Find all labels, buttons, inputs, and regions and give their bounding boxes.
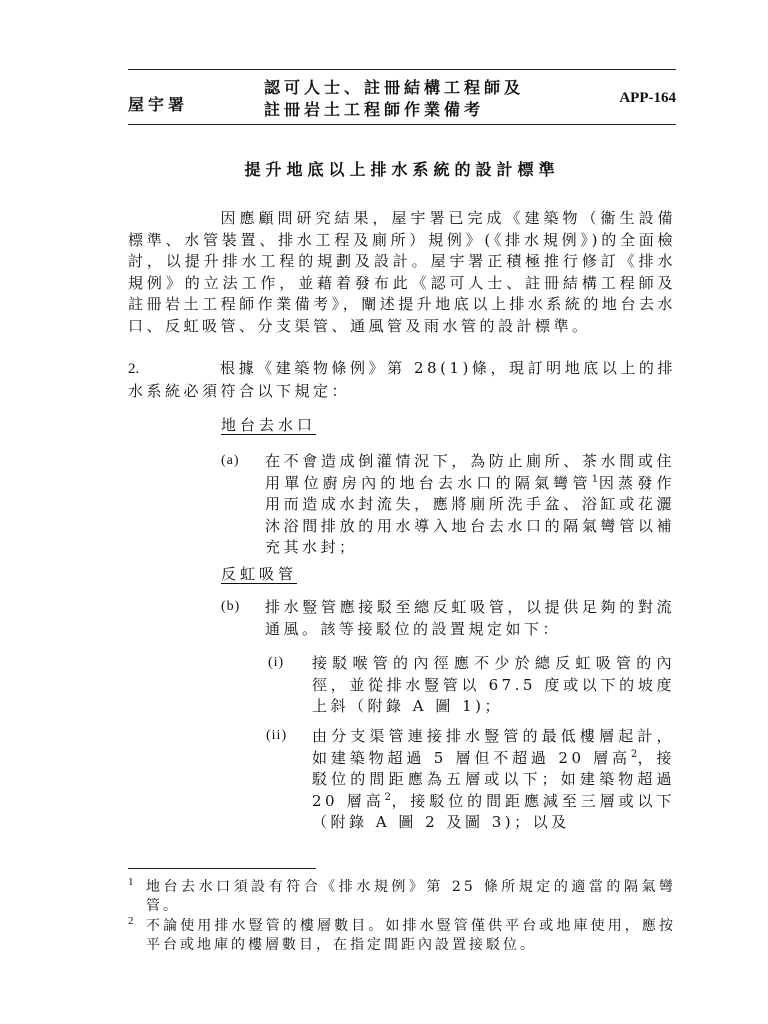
document-code: APP-164: [619, 90, 676, 106]
item-a-text: [265, 451, 675, 559]
item-a-label: (a): [221, 453, 240, 468]
footnote-1-mark: 1: [128, 876, 134, 888]
footnote-separator: [128, 868, 316, 869]
document-series-title: [264, 77, 524, 121]
item-a-text-part-1: 在不會造成倒灌情況下，為防止廁所、茶水間或住用單位廚房內的地台去水口的隔氣彎管: [265, 452, 675, 492]
footnote-ref-2a[interactable]: 2: [630, 748, 638, 760]
item-ii-label: (ii): [266, 728, 288, 743]
item-a-text-part-2: 因蒸發作用而造成水封流失，應將廁所洗手盆、浴缸或花灑沐浴間排放的用水導入地台去水口的隔氣彎管以補充其水封；: [265, 473, 675, 556]
item-ii-text-part-3: ，接駁位的間距應減至三層或以下（附錄 A 圖 2 及圖 3)；以及: [312, 791, 675, 831]
footnote-ref-1[interactable]: 1: [591, 473, 599, 485]
header-top-rule: [128, 69, 676, 70]
department-name: 屋宇署: [128, 95, 189, 114]
series-title-line-1: 認可人士、註冊結構工程師及: [264, 78, 525, 97]
item-ii-text: [312, 726, 675, 834]
item-b-text: 排水豎管應接駁至總反虹吸管，以提供足夠的對流通風。該等接駁位的設置規定如下：: [265, 598, 675, 638]
paragraph-2-number: 2.: [128, 361, 140, 377]
footnote-2-mark: 2: [128, 915, 134, 927]
footnote-ref-2b[interactable]: 2: [384, 791, 392, 803]
paragraph-2: [128, 358, 676, 402]
series-title-line-2: 註冊岩土工程師作業備考: [264, 100, 485, 119]
footnote-2-text: 不論使用排水豎管的樓層數目。如排水豎管僅供平台或地庫使用，應按平台或地庫的樓層數目，在指定間距內設置接駁位。: [146, 918, 676, 953]
footnote-1-text: 地台去水口須設有符合《排水規例》第 25 條所規定的適當的隔氣彎管。: [146, 879, 676, 914]
section-heading-floor-drain: 地台去水口: [221, 416, 317, 434]
page-title: 提升地底以上排水系統的設計標準: [244, 160, 560, 179]
paragraph-1: [128, 208, 676, 337]
item-ii-text-part-1: 由分支渠管連接排水豎管的最低樓層起計， 如建築物超過 5 層但不超過 20 層高: [312, 727, 675, 767]
item-i-text: 接駁喉管的內徑應不少於總反虹吸管的內徑，並從排水豎管以 67.5 度或以下的坡度上斜（附錄 A 圖 1)；: [312, 654, 675, 715]
paragraph-1-text: 因應顧問研究結果，屋宇署已完成《建築物（衞生設備標準、水管裝置、排水工程及廁所）規例》(《排水規例》)的全面檢討，以提升排水工程的規劃及設計。屋宇署正積極推行修訂《排水規例》的立法工作，並藉着發布此《認可人士、註冊結構工程師及註冊岩土工程師作業備考》，闡述提升地底以上排水系統的地台去水口、反虹吸管、分支渠管、通風管及雨水管的設計標準。: [128, 209, 676, 335]
header-bottom-rule: [128, 124, 676, 125]
paragraph-2-text: 根據《建築物條例》第 28(1)條，現訂明地底以上的排水系統必須符合以下規定：: [128, 359, 676, 400]
item-i-label: (i): [268, 655, 285, 670]
item-ii-text-part-2: ，接駁位的間距應為五層或以下；如建築物超過 20 層高: [312, 748, 675, 810]
item-b-label: (b): [221, 599, 241, 614]
section-heading-anti-siphonage: 反虹吸管: [221, 565, 298, 583]
